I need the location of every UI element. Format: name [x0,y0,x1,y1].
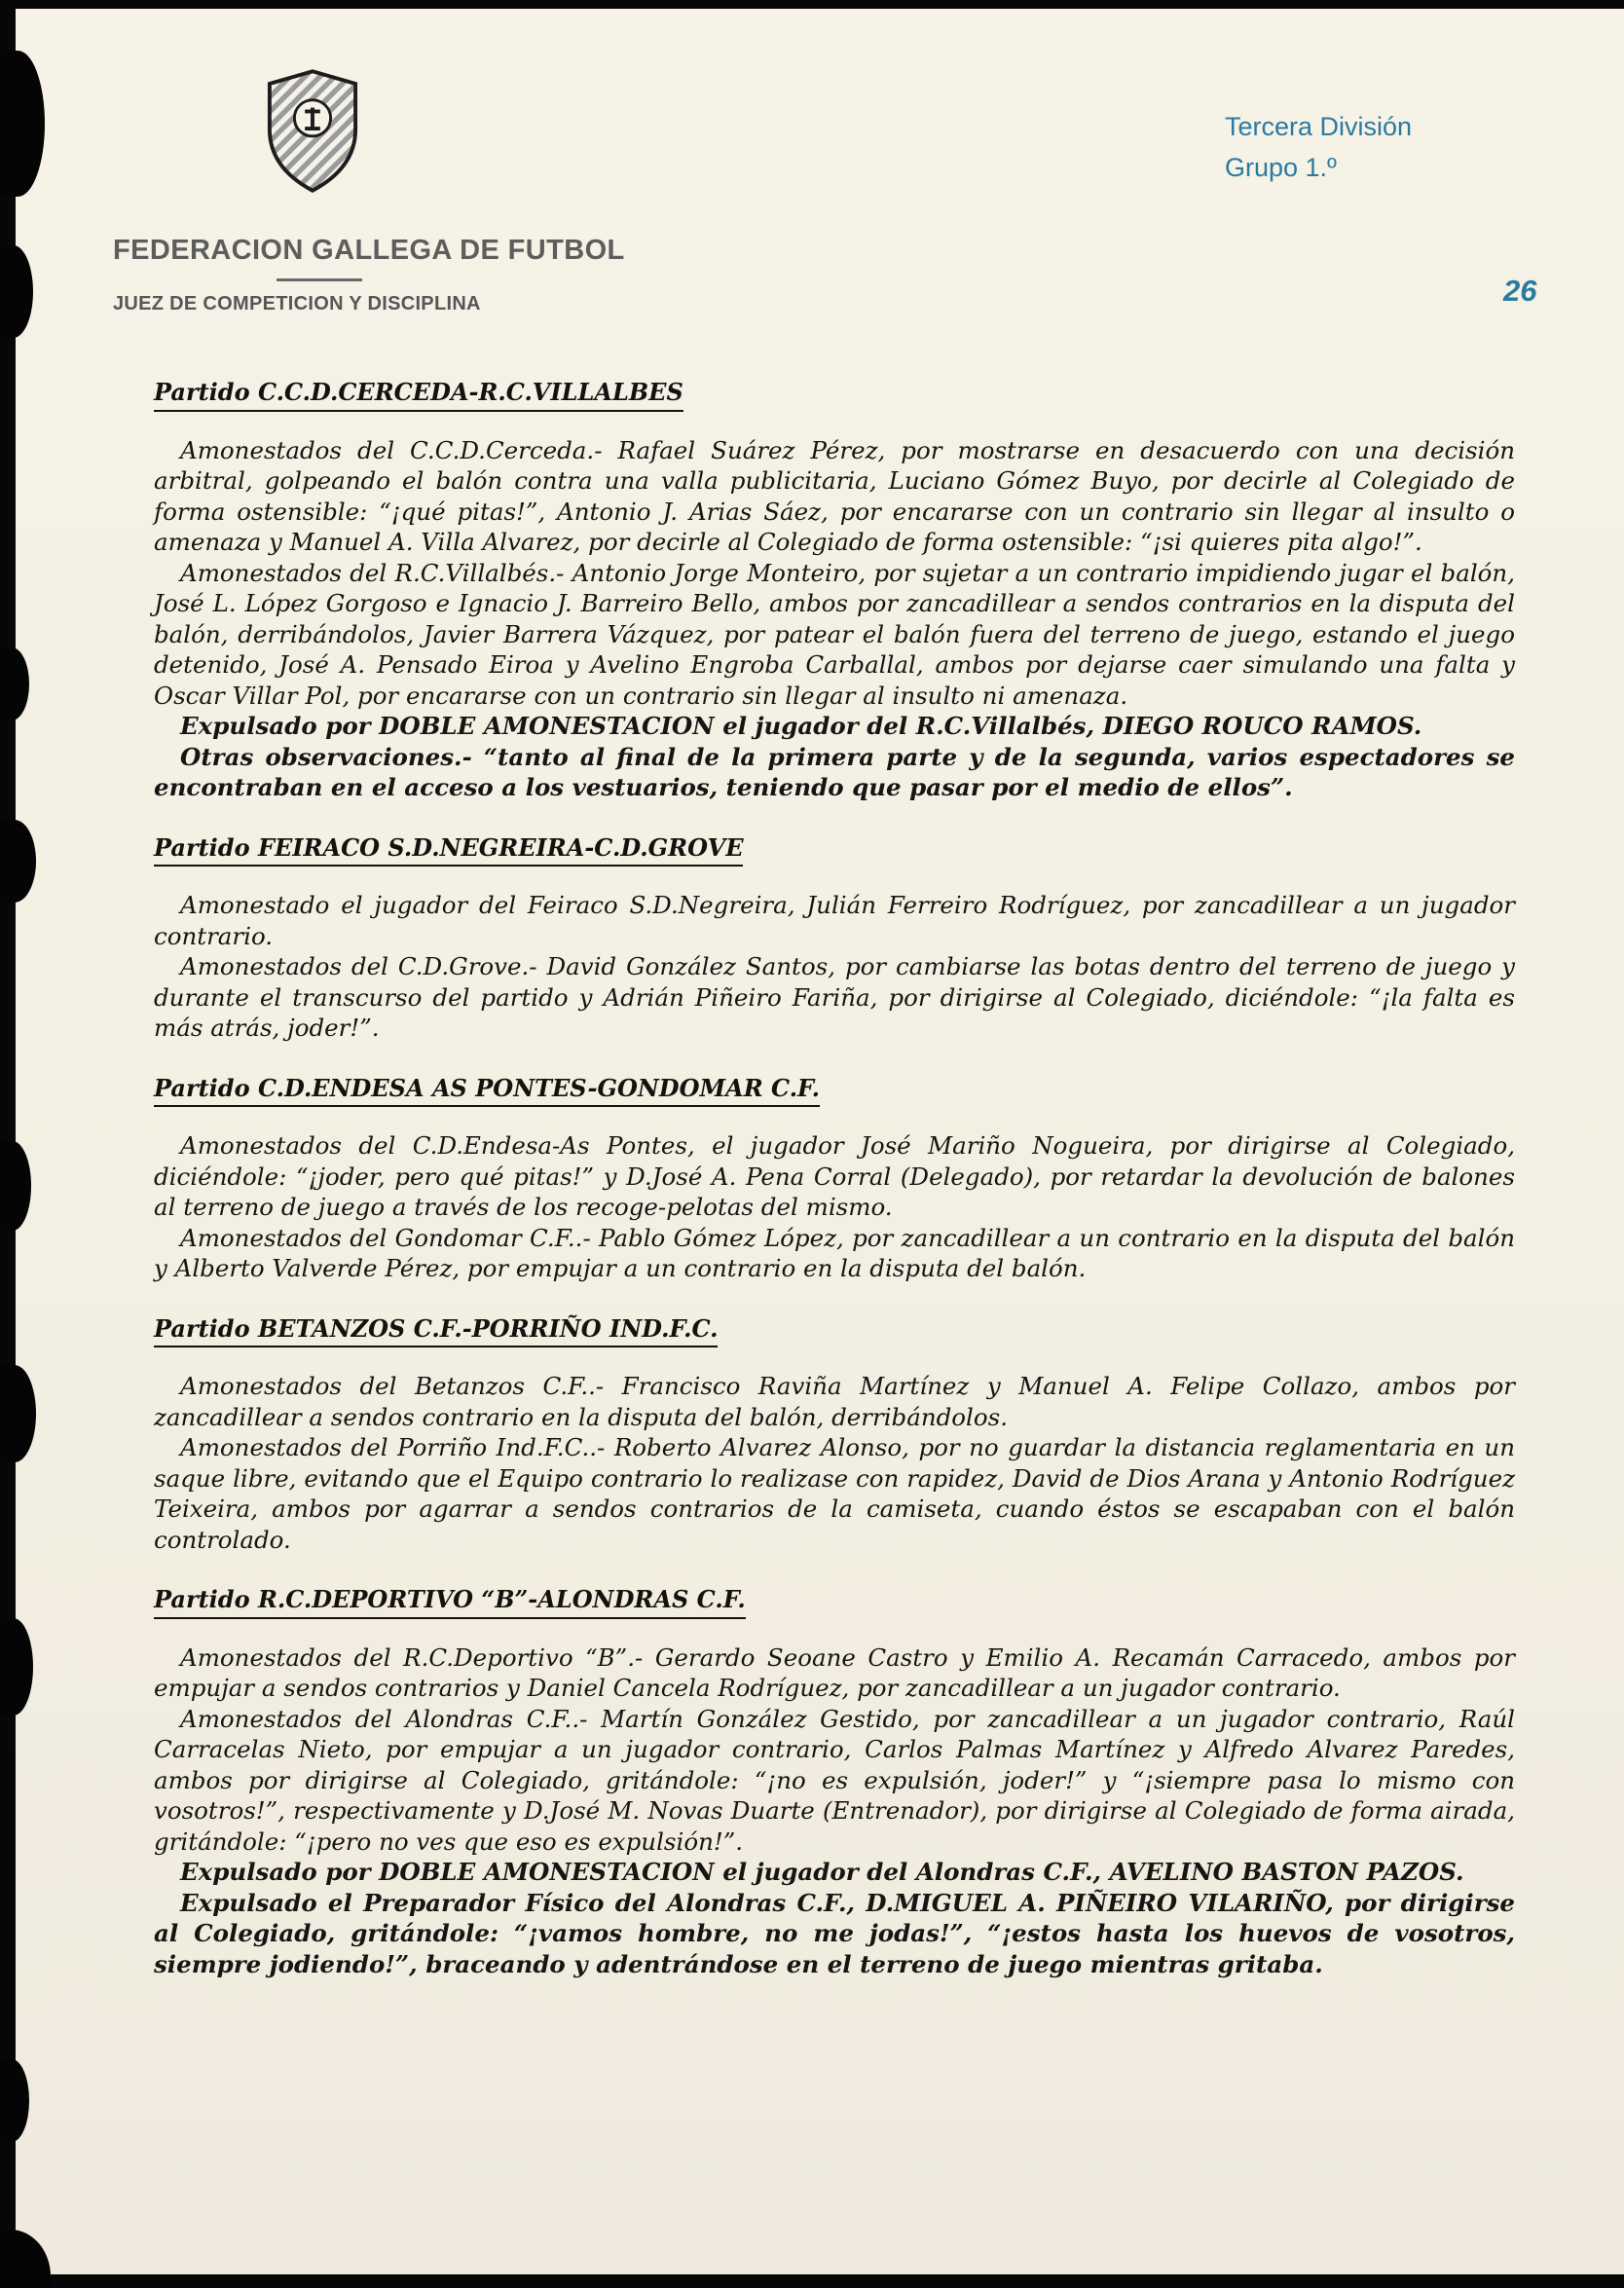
match-section [154,1073,1515,1284]
division-line: Tercera División [1225,112,1413,141]
header-rule [277,278,362,281]
federation-crest-icon [265,67,360,196]
match-section [154,377,1515,803]
division-header [1225,106,1412,188]
report-paragraph: Amonestados del Alondras C.F..- Martín González Gestido, por zancadillear a un jugador contrario, Raúl Carracelas Nieto, por empujar a un jugador contrario, Carlos Palmas Martínez y Alfredo Alvarez Paredes, ambos por dirigirse al Colegiado, gritándole: “¡no es expulsión, joder!” y “¡siempre pasa lo mismo con vosotros!”, respectivamente y D.José M. Novas Duarte (Entrenador), por dirigirse al Colegiado de forma airada, gritándole: “¡pero no ves que eso es expulsión!”. [154,1704,1515,1856]
sanction-paragraph: Otras observaciones.- “tanto al final de la primera parte y de la segunda, varios espectadores se encontraban en el acceso a los vestuarios, teniendo que pasar por el medio de ellos”. [154,742,1515,801]
report-paragraph: Amonestados del Betanzos C.F..- Francisco Raviña Martínez y Manuel A. Felipe Collazo, ambos por zancadillear a sendos contrario en la disputa del balón, derribándolos. [154,1372,1515,1431]
match-title: Partido FEIRACO S.D.NEGREIRA-C.D.GROVE [154,832,743,867]
sanction-paragraph: Expulsado por DOBLE AMONESTACION el jugador del R.C.Villalbés, DIEGO ROUCO RAMOS. [180,712,1422,740]
match-title: Partido C.C.D.CERCEDA-R.C.VILLALBES [154,377,683,412]
match-title: Partido BETANZOS C.F.-PORRIÑO IND.F.C. [154,1313,718,1348]
federation-title: FEDERACION GALLEGA DE FUTBOL [113,235,625,266]
report-paragraph: Amonestados del R.C.Deportivo “B”.- Gerardo Seoane Castro y Emilio A. Recamán Carracedo, ambos por empujar a sendos contrarios y Daniel Cancela Rodríguez, por zancadillear a un jugador contrario. [154,1642,1515,1702]
match-section [154,832,1515,1044]
report-paragraph: Amonestados del C.C.D.Cerceda.- Rafael Suárez Pérez, por mostrarse en desacuerdo con una decisión arbitral, golpeando el balón contra una valla publicitaria, Luciano Gómez Buyo, por decirle al Colegiado de forma ostensible: “¡qué pitas!”, Antonio J. Arias Sáez, por encararse con un contrario sin llegar al insulto o amenaza y Manuel A. Villa Alvarez, por decirle al Colegiado de forma ostensible: “¡si quieres pita algo!”. [154,435,1515,556]
sanction-paragraph: Expulsado el Preparador Físico del Alondras C.F., D.MIGUEL A. PIÑEIRO VILARIÑO, por dirigirse al Colegiado, gritándole: “¡vamos hombre, no me jodas!”, “¡estos hasta los huevos de vosotros, siempre jodiendo!”, braceando y adentrándose en el terreno de juego mientras gritaba. [154,1888,1515,1978]
report-paragraph: Amonestados del R.C.Villalbés.- Antonio Jorge Monteiro, por sujetar a un contrario impidiendo jugar el balón, José L. López Gorgoso e Ignacio J. Barreiro Bello, ambos por zancadillear a sendos contrarios en la disputa del balón, derribándolos, Javier Barrera Vázquez, por patear el balón fuera del terreno de juego, estando el juego detenido, José A. Pensado Eiroa y Avelino Engroba Carballal, ambos por dejarse caer simulando una falta y Oscar Villar Pol, por encararse con un contrario sin llegar al insulto ni amenaza. [154,558,1515,710]
report-paragraph: Amonestados del Porriño Ind.F.C..- Roberto Alvarez Alonso, por no guardar la distancia reglamentaria en un saque libre, evitando que el Equipo contrario lo realizase con rapidez, David de Dios Arana y Antonio Rodríguez Teixeira, ambos por agarrar a sendos contrarios de la camiseta, cuando éstos se escapaban con el balón controlado. [154,1433,1515,1554]
match-section [154,1313,1515,1556]
report-paragraph: Amonestados del Gondomar C.F..- Pablo Gómez López, por zancadillear a un contrario en la disputa del balón y Alberto Valverde Pérez, por empujar a un contrario en la disputa del balón. [154,1223,1515,1282]
report-paragraph: Amonestado el jugador del Feiraco S.D.Negreira, Julián Ferreiro Rodríguez, por zancadillear a un jugador contrario. [154,891,1515,950]
match-title: Partido C.D.ENDESA AS PONTES-GONDOMAR C.F. [154,1073,820,1108]
report-paragraph: Amonestados del C.D.Endesa-As Pontes, el jugador José Mariño Nogueira, por dirigirse al Colegiado, diciéndole: “¡joder, pero qué pitas!” y D.José A. Pena Corral (Delegado), por retardar la devolución de balones al terreno de juego a través de los recoge-pelotas del mismo. [154,1131,1515,1221]
paper-page [16,9,1624,2274]
match-section [154,1584,1515,1979]
federation-subtitle: JUEZ DE COMPETICION Y DISCIPLINA [113,293,481,314]
report-paragraph: Amonestados del C.D.Grove.- David González Santos, por cambiarse las botas dentro del terreno de juego y durante el transcurso del partido y Adrián Piñeiro Fariña, por dirigirse al Colegiado, diciéndole: “¡la falta es más atrás, joder!”. [154,952,1515,1042]
match-title: Partido R.C.DEPORTIVO “B”-ALONDRAS C.F. [154,1584,746,1619]
group-line: Grupo 1.º [1225,153,1337,182]
report-body [154,377,1515,2009]
page-number: 26 [1503,274,1537,308]
sanction-paragraph: Expulsado por DOBLE AMONESTACION el jugador del Alondras C.F., AVELINO BASTON PAZOS. [180,1858,1464,1886]
